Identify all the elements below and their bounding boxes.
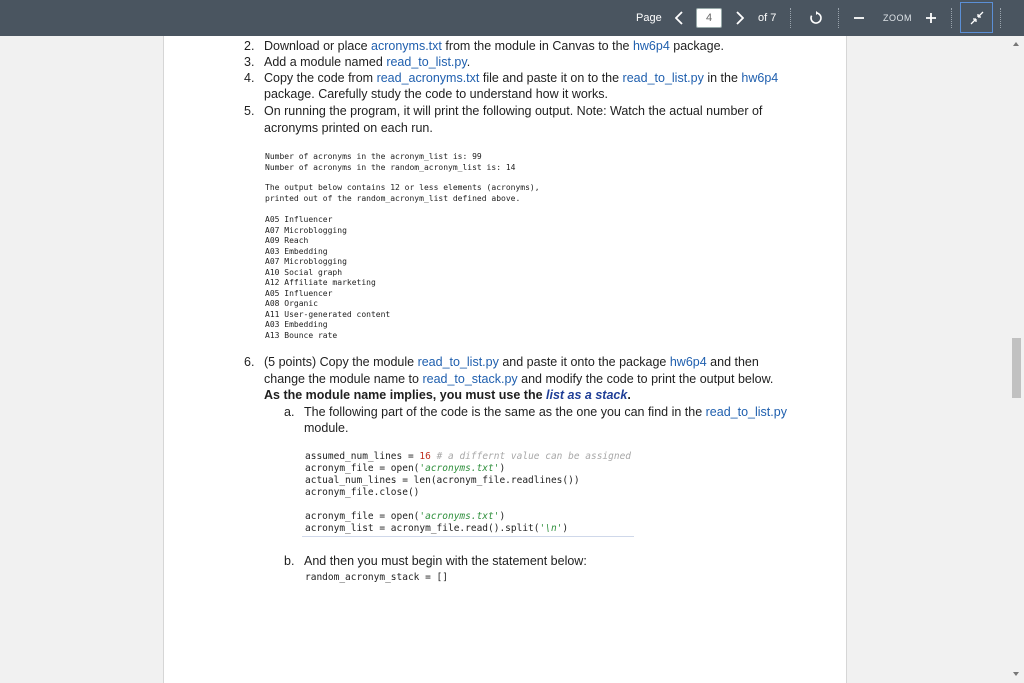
output-acronym: A03 Embedding <box>265 246 328 256</box>
rotate-button[interactable] <box>806 0 826 36</box>
collapse-icon <box>970 11 984 25</box>
output-acronym: A12 Affiliate marketing <box>265 278 376 287</box>
toolbar-divider <box>790 8 791 28</box>
vertical-scrollbar[interactable] <box>1009 36 1024 683</box>
output-acronym: A11 User-generated content <box>265 309 391 319</box>
output-acronym: A13 Bounce rate <box>265 330 338 340</box>
page-count: of 7 <box>758 12 777 24</box>
code-line: actual_num_lines = len(acronym_file.readlines()) <box>305 475 580 486</box>
list-number: 3. <box>244 55 255 69</box>
output-acronym: A03 Embedding <box>265 320 328 329</box>
sub-list-label: b. <box>284 554 295 568</box>
emphasis-line: As the module name implies, you must use the list as a stack. <box>264 388 631 402</box>
link[interactable]: acronyms.txt <box>371 39 442 53</box>
next-page-button[interactable] <box>733 0 747 36</box>
output-acronym: A10 Social graph <box>265 267 343 277</box>
link[interactable]: hw6p4 <box>632 39 670 53</box>
link[interactable]: hw6p4 <box>669 355 707 369</box>
exit-fullscreen-button[interactable] <box>960 2 993 33</box>
toolbar-divider <box>1000 8 1001 28</box>
output-acronym: A08 Organic <box>265 299 318 308</box>
prev-page-button[interactable] <box>672 0 686 36</box>
link[interactable]: read_to_list.py <box>622 71 704 85</box>
list-number: 5. <box>244 104 255 118</box>
list-number: 6. <box>244 355 255 369</box>
scroll-down-icon[interactable] <box>1013 672 1019 676</box>
output-acronym: A07 Microblogging <box>265 225 347 235</box>
output-line: The output below contains 12 or less elements (acronyms), <box>265 183 540 192</box>
list-number: 4. <box>244 71 255 85</box>
zoom-label: ZOOM <box>883 13 912 23</box>
link[interactable]: read_to_stack.py <box>422 372 518 386</box>
link[interactable]: read_to_list.py <box>417 355 499 369</box>
output-line: Number of acronyms in the acronym_list is: 99 <box>265 152 482 161</box>
toolbar-divider <box>838 8 839 28</box>
sub-list-item-continued: module. <box>304 421 349 435</box>
link[interactable]: read_to_list.py <box>705 405 787 419</box>
page-number-input[interactable] <box>696 8 722 28</box>
link[interactable]: read_acronyms.txt <box>376 71 480 85</box>
plus-icon <box>925 12 937 24</box>
scrollbar-thumb[interactable] <box>1012 338 1021 398</box>
code-line: assumed_num_lines = 16 # a differnt value can be assigned <box>305 451 632 462</box>
link[interactable]: read_to_list.py <box>386 55 467 69</box>
list-item: Add a module named read_to_list.py. <box>264 55 471 69</box>
code-line: acronym_list = acronym_file.read().split('\n') <box>305 523 569 534</box>
code-line: acronym_file = open('acronyms.txt') <box>305 463 506 474</box>
output-acronym: A05 Influencer <box>265 288 333 298</box>
toolbar-divider <box>951 8 952 28</box>
sub-list-item: And then you must begin with the statement below: <box>304 554 587 568</box>
scroll-up-icon[interactable] <box>1013 42 1019 46</box>
output-acronym: A05 Influencer <box>265 215 333 224</box>
list-item: Copy the code from read_acronyms.txt file and paste it on to the read_to_list.py in the hw6p4 <box>264 71 779 85</box>
sub-list-label: a. <box>284 405 295 419</box>
list-number: 2. <box>244 39 255 53</box>
list-item: Download or place acronyms.txt from the module in Canvas to the hw6p4 package. <box>264 39 725 53</box>
code-line: acronym_file = open('acronyms.txt') <box>305 511 506 522</box>
code-line: acronym_file.close() <box>305 487 420 498</box>
list-item-continued: acronyms printed on each run. <box>264 121 433 135</box>
page-label: Page <box>636 12 662 24</box>
list-item-continued: package. Carefully study the code to understand how it works. <box>264 87 608 101</box>
output-line: printed out of the random_acronym_list defined above. <box>265 194 521 203</box>
code-block-underline <box>302 536 634 537</box>
zoom-in-button[interactable] <box>924 0 938 36</box>
list-item: (5 points) Copy the module read_to_list.py and paste it onto the package hw6p4 and then <box>264 355 759 369</box>
list-item: On running the program, it will print the following output. Note: Watch the actual number of <box>264 104 763 118</box>
list-item-continued: change the module name to read_to_stack.py and modify the code to print the output below. <box>264 372 774 386</box>
pdf-toolbar <box>0 0 1024 36</box>
output-acronym: A07 Microblogging <box>265 257 347 266</box>
output-acronym: A09 Reach <box>265 236 309 245</box>
minus-icon <box>853 12 865 24</box>
chevron-left-icon <box>675 11 683 25</box>
code-line: random_acronym_stack = [] <box>305 572 448 583</box>
sub-list-item: The following part of the code is the same as the one you can find in the read_to_list.py <box>304 405 787 419</box>
zoom-out-button[interactable] <box>853 0 865 36</box>
chevron-right-icon <box>736 11 744 25</box>
pdf-page <box>163 36 847 683</box>
rotate-icon <box>809 11 823 25</box>
link[interactable]: hw6p4 <box>741 71 779 85</box>
output-line: Number of acronyms in the random_acronym_list is: 14 <box>265 163 516 172</box>
